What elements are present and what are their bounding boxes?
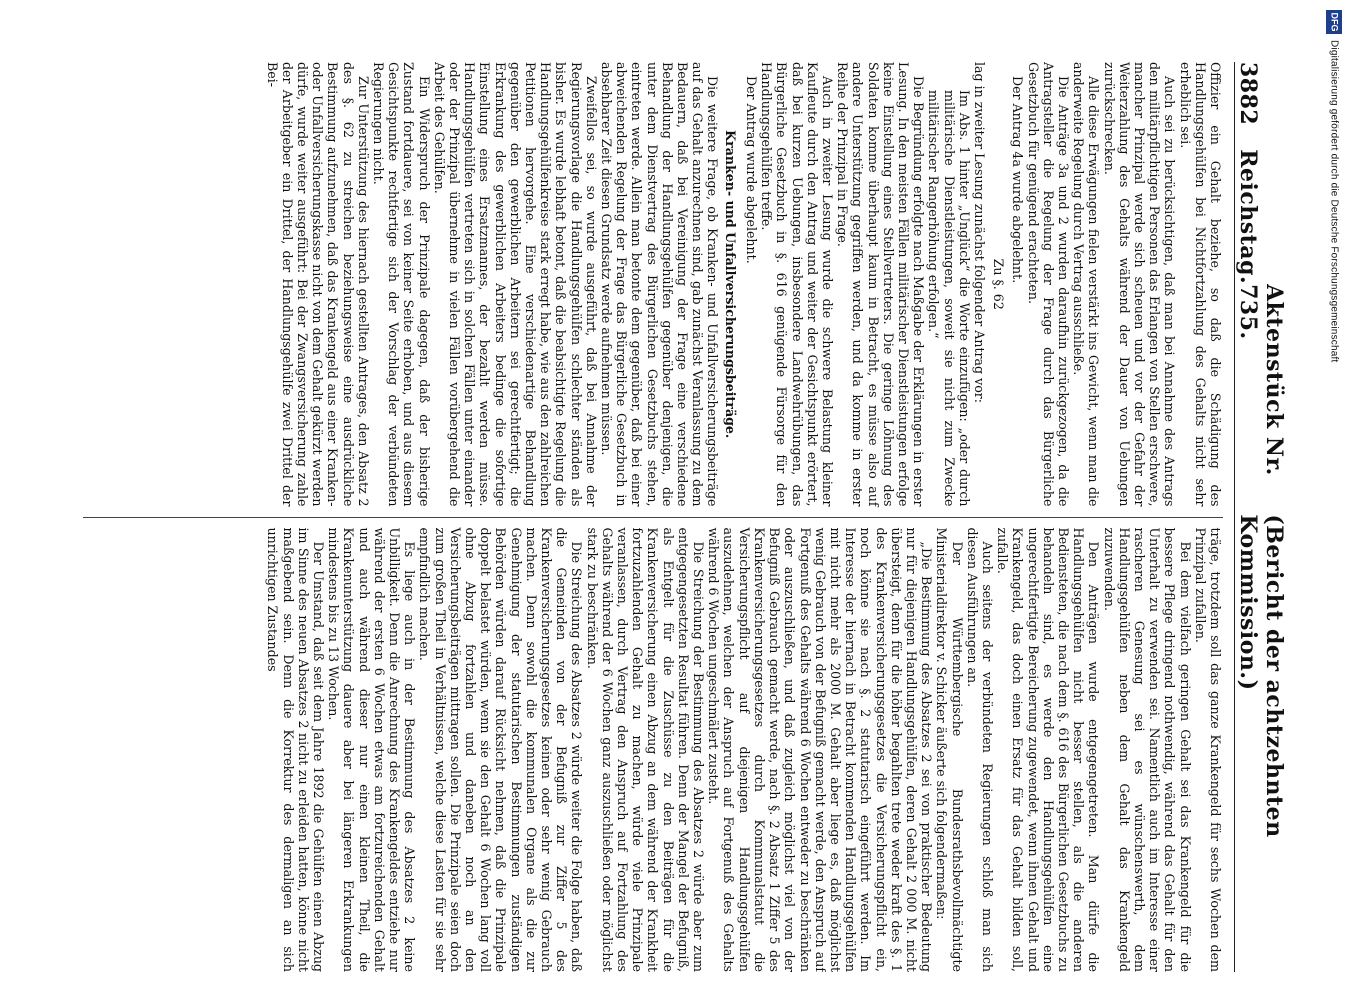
left-column-paragraph: Die Begründung erfolgte nach Maßgabe der Erklärungen in erster Lesung. In den meisten Fällen militärischer Dienstleistungen erfolge keine Einstellung eines Stellvertreters. Die geringe Löhnung des Soldaten komme überhaupt kaum in Betracht, es müsse also auf andere Unterstützung gegriffen werden, und da komme in erster Reihe der Prinzipal in Frage. <box>835 62 927 507</box>
right-column-paragraph: Die Streichung des Absatzes 2 würde weiter die Folge haben, daß die Gemeinden von der Befugniß zur Ziffer 5 des Krankenversicherungsgesetzes keinen oder sehr wenig Gebrauch machen. Denn sowohl die kommunalen Organe als die zur Genehmigung der statutarischen Bestimmungen zuständigen Behörden würden darauf Rücksicht nehmen, daß die Prinzipale doppelt belastet würden, wenn sie den Gehalt 6 Wochen lang voll ohne Abzug fortzahlen und daneben noch an den Versicherungsbeiträgen mittragen sollen. Die Prinzipale seien doch zum großen Theil in Verhältnissen, welche diese Lasten für sie sehr empfindlich machen. <box>417 527 585 972</box>
left-column-paragraph: Auch sei zu berücksichtigen, daß man bei Annahme des Antrags den militärpflichtigen Personen das Erlangen von Stellen erschwere, mancher Prinzipal werde sich scheuen und vor der Gefahr der Weiterzahlung des Gehalts während der Dauer von Uebungen zurückschrecken. <box>1101 62 1178 507</box>
page-number: 3882 <box>1235 62 1261 126</box>
text-columns <box>83 62 1223 972</box>
left-column-paragraph: Der Antrag wurde abgelehnt. <box>743 76 759 264</box>
digitization-credit: Digitalisierung gefördert durch die Deutsche Forschungsgemeinschaft <box>1328 40 1340 363</box>
right-column-paragraph: Den Anträgen wurde entgegengetreten. Man dürfe die Handlungsgehülfen nicht besser stellen, als die anderen Bediensteten, die nach dem §. 616 des Bürgerlichen Gesetzbuchs zu behandeln sind, es werde den Handlungsgehülfen eine ungerechtfertigte Bereicherung zugewendet, wenn ihnen Gehalt und Krankengeld, das doch einen Ersatz für das Gehalt bilden soll, zufalle. <box>995 527 1102 972</box>
left-column-paragraph: Im Abs. 1 hinter „Unglück“ die Worte einzufügen: „oder durch militärische Dienstleistungen, soweit sie nicht zum Zwecke militärischer Rangerhöhung erfolgen.“ <box>926 90 972 507</box>
document-number: Aktenstück Nr. 735. <box>1235 284 1287 476</box>
right-column-paragraph: Der Umstand, daß seit dem Jahre 1892 die Gehülfen einen Abzug im Sinne des neuen Absatzes 2 nicht zu erleiden hatten, könne nicht maßgebend sein. Denn die Korrektur des dermaligen an sich unrichtigen Zustandes <box>265 527 327 972</box>
right-column-paragraph: Der Württembergische Bundesrathsbevollmächtigte Ministerialdirektor v. Schicker äußerte sich folgendermaßen: <box>934 527 965 972</box>
left-column <box>83 62 1223 517</box>
document-subtitle: (Bericht der achtzehnten Kommission.) <box>1235 514 1287 838</box>
right-column-paragraph: träge, trotzdem soll das ganze Krankengeld für sechs Wochen dem Prinzipal zufallen. <box>1192 527 1223 972</box>
left-column-paragraph: Zur Unterstützung des hiernach gestellten Antrages, den Absatz 2 des §. 62 zu streichen beziehungsweise eine ausdrückliche Bestimmung aufzunehmen, daß das Krankengeld aus einer Kranken- oder Unfallversicherungskasse nicht von dem Gehalt gekürzt werden dürfe, wurde weiter ausgeführt: Bei der Zwangsversicherung zahle der Arbeitgeber ein Drittel, der Handlungsgehülfe zwei Drittel der Bei- <box>264 62 371 507</box>
right-column <box>83 517 1223 973</box>
left-column-paragraph: Zweifellos sei, so wurde ausgeführt, daß bei Annahme der Regierungsvorlage die Handlungsgehülfen schlechter ständen als bisher. Es wurde lebhaft betont, daß die beabsichtigte Regelung die Handlungsgehülfenkreise stark erregt habe, wie aus den zahlreichen Petitionen hervorgehe. Eine verschiedenartige Behandlung gegenüber den gewerblichen Arbeitern sei gerechtfertigt; die Erkrankung des gewerblichen Arbeiters bedinge die sofortige Einstellung eines Ersatzmannes, der bezahlt werden müsse. Handlungsgehülfen vertreten sich in solchen Fällen unter einander oder der Prinzipal übernehme in vielen Fällen vorübergehend die Arbeit des Gehülfen. <box>431 62 599 507</box>
left-column-paragraph: lag in zweiter Lesung zunächst folgender Antrag vor: <box>971 62 987 404</box>
right-column-paragraph: „Die Bestimmung des Absatzes 2 sei von praktischer Bedeutung nur für diejenigen Handlungsgehülfen, deren Gehalt 2 000 M. nicht übersteigt, denn für die höher begahlten trete weder kraft des §. 1 des Krankenversicherungsgesetzes die Versicherungspflicht ein, noch könne sie nach §. 2 statutarisch eingeführt werden. Im Interesse der hiernach in Betracht kommenden Handlungsgehülfen mit nicht mehr als 2000 M. Gehalt aber liege es, daß möglichst wenig Gebrauch von der Befugniß gemacht werde, den Anspruch auf Fortgenuß des Gehalts während 6 Wochen entweder zu beschränken oder auszuschließen, und daß zugleich möglichst viel von der Befugniß Gebrauch gemacht werde, nach §. 2 Absatz 1 Ziffer 5 des Krankenversicherungsgesetzes durch Kommunalstatut die Versicherungspflicht auf diejenigen Handlungsgehülfen auszudehnen, welchen der Anspruch auf Fortgenuß des Gehalts während 6 Wochen ungeschmälert zusteht. <box>706 527 935 972</box>
page-header <box>1234 62 1287 972</box>
left-column-paragraph: Die Anträge 3a und 2 wurden daraufhin zurückgezogen, da die Antragsteller die Regelung der Frage durch das Bürgerliche Gesetzbuch für genügend erachteten. <box>1025 62 1071 507</box>
left-column-paragraph: Offizier ein Gehalt beziehe, so daß die Schädigung des Handlungsgehülfen bei Nichtfortzahlung des Gehalts nicht sehr erheblich sei. <box>1177 62 1223 507</box>
right-column-paragraph: Die Streichung der Bestimmung des Absatzes 2 würde aber zum entgegengesetzten Resultat führen. Denn der Mangel der Befugniß, als Entgelt für die Zuschüsse zu den Beiträgen für die Krankenversicherung einen Abzug an dem während der Krankheit fortzuzahlenden Gehalt zu machen, würde viele Prinzipale veranlassen, durch Vertrag den Anspruch auf Fortzahlung des Gehalts während der 6 Wochen ganz auszuschließen oder möglichst stark zu beschränken. <box>584 527 707 972</box>
left-column-paragraph: Ein Widerspruch der Prinzipale dagegen, daß der bisherige Zustand fortdauere, sei von keiner Seite erhoben, und aus diesem Gesichtspunkte rechtfertige sich der Vorschlag der verbündeten Regierungen nicht. <box>371 62 432 507</box>
digitization-sidebar <box>1321 10 1347 990</box>
right-column-paragraph: Bei dem vielfach geringen Gehalt sei das Krankengeld für die bessere Pflege dringend nothwendig, während das Gehalt für den Unterhalt zu verwenden sei. Namentlich auch im Interesse einer rascheren Genesung sei es wünschenswerth, dem Handlungsgehülfen neben dem Gehalt das Krankengeld zuzuwenden. <box>1101 527 1193 972</box>
left-column-paragraph: Der Antrag 4a wurde abgelehnt. <box>1010 76 1026 284</box>
dfg-logo: DFG <box>1326 10 1342 34</box>
right-column-paragraph: Es liege auch in der Bestimmung des Absatzes 2 keine Unbilligkeit. Denn die Anrechnung des Krankengeldes entziehe nur während der ersten 6 Wochen etwas am fortzureichenden Gehalt und auch während dieser nur einen kleinen Theil, die Krankenunterstützung dauere aber bei längeren Erkrankungen mindestens bis zu 13 Wochen. <box>326 527 418 972</box>
left-column-paragraph: Kranken- und Unfallversicherungsbeiträge. <box>722 130 738 439</box>
rotated-document-page <box>80 62 1287 972</box>
chamber-title: Reichstag. <box>1235 149 1261 285</box>
left-column-paragraph: Alle diese Erwägungen fielen verstärkt ins Gewicht, wenn man die anderweite Regelung durch Vertrag ausschließe. <box>1071 62 1102 507</box>
left-column-paragraph: Die weitere Frage, ob Kranken- und Unfallversicherungsbeiträge auf das Gehalt anzurechnen sind, gab zunächst Veranlassung zu dem Bedauern, daß bei Vereinigung der Frage eine verschiedene Behandlung der Handlungsgehülfen gegenüber denjenigen, die unter dem Dienstvertrag des Bürgerlichen Gesetzbuchs stehen, eintreten werde. Allein man betonte dem gegenüber, daß bei einer abweichenden Regelung der Frage das Bürgerliche Gesetzbuch in absehbarer Zeit diesen Grundsatz werde aufnehmen müssen. <box>599 62 721 507</box>
right-column-paragraph: Auch seitens der verbündeten Regierungen schloß man sich diesen Ausführungen an. <box>964 527 995 972</box>
header-left <box>1235 62 1261 284</box>
left-column-paragraph: Zu §. 62 <box>991 258 1007 310</box>
left-column-paragraph: Auch in zweiter Lesung wurde die schwere Belastung kleiner Kaufleute durch den Antrag und weiter der Gesichtspunkt erörtert, daß bei kurzen Uebungen, insbesondere Landwehrübungen, das Bürgerliche Gesetzbuch in §. 616 genügende Fürsorge für den Handlungsgehülfen treffe. <box>759 62 835 507</box>
